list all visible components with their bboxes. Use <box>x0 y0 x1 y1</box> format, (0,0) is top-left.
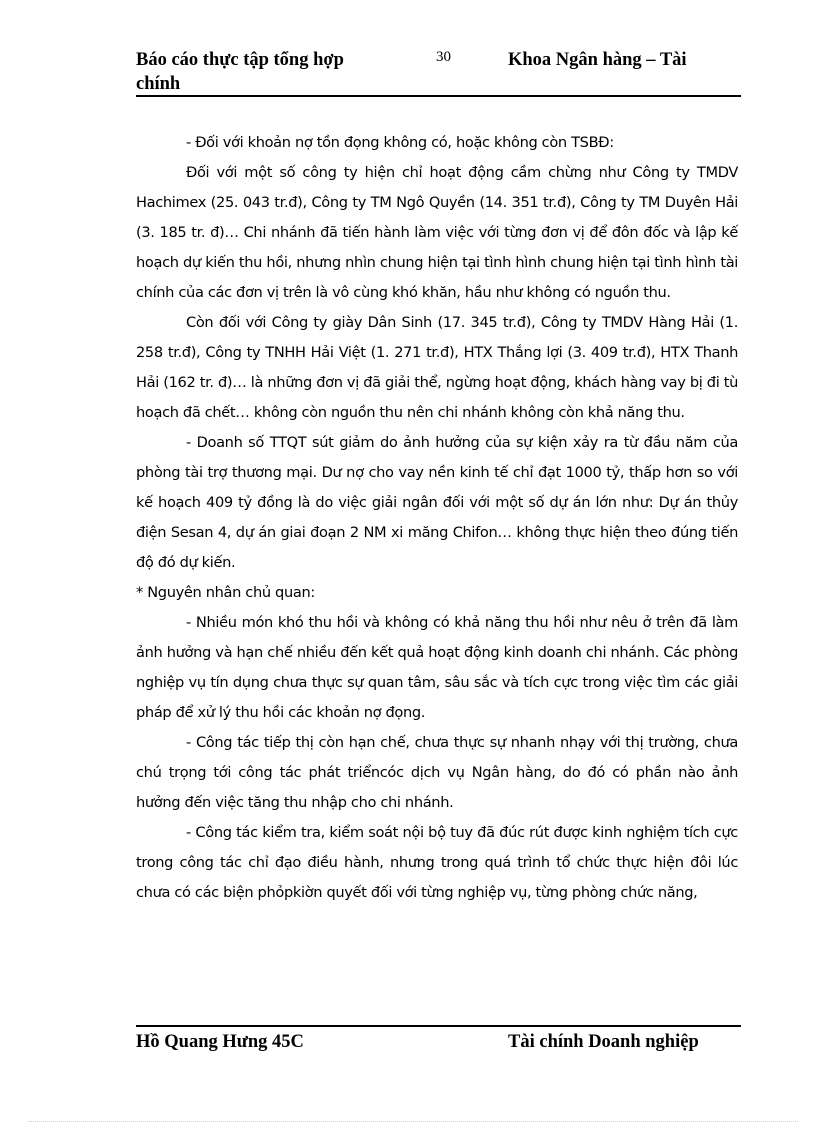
paragraph-limited-operation: Đối với một số công ty hiện chỉ hoạt động cầm chừng như Công ty TMDV Hachimex (25. 043 tr.đ), Công ty TM Ngô Quyền (14. 351 tr.đ), Công ty TM Duyên Hải (3. 185 tr. đ)… Chi nhánh đã tiến hành làm việc với từng đơn vị để đôn đốc và lập kế hoạch dự kiến thu hồi, nhưng nhìn chung hiện tại tình hình chung hiện tại tình hình tài chính của các đơn vị trên là vô cùng khó khăn, hầu như không có nguồn thu. <box>136 164 738 301</box>
paragraph-bad-debts: - Nhiều món khó thu hồi và không có khả năng thu hồi như nêu ở trên đã làm ảnh hưởng và hạn chế nhiều đến kết quả hoạt động kinh doanh chi nhánh. Các phòng nghiệp vụ tín dụng chưa thực sự quan tâm, sâu sắc và tích cực trong việc tìm các giải pháp để xử lý thu hồi các khoản nợ đọng. <box>136 614 738 721</box>
header-faculty: Khoa Ngân hàng – Tài <box>508 50 687 70</box>
paragraph-dissolved-units: Còn đối với Công ty giày Dân Sinh (17. 345 tr.đ), Công ty TMDV Hàng Hải (1. 258 tr.đ), Công ty TNHH Hải Việt (1. 271 tr.đ), HTX Thắng lợi (3. 409 tr.đ), HTX Thanh Hải (162 tr. đ)… là những đơn vị đã giải thể, ngừng hoạt động, khách hàng vay bị đi tù hoạch đã chết… không còn nguồn thu nên chi nhánh không còn khả năng thu. <box>136 314 738 421</box>
page-edge-divider <box>28 1121 798 1122</box>
paragraph-ttqt-decline: - Doanh số TTQT sút giảm do ảnh hưởng của sự kiện xảy ra từ đầu năm của phòng tài trợ thương mại. Dư nợ cho vay nền kinh tế chỉ đạt 1000 tỷ, thấp hơn so với kế hoạch 409 tỷ đồng là do việc giải ngân đối với một số dự án lớn như: Dự án thủy điện Sesan 4, dự án giai đoạn 2 NM xi măng Chifon… không thực hiện theo đúng tiến độ đó dự kiến. <box>136 434 738 571</box>
header-report-title: Báo cáo thực tập tổng hợp chính <box>136 50 344 94</box>
page-number: 30 <box>436 49 451 65</box>
document-body <box>136 128 738 908</box>
footer-author: Hồ Quang Hưng 45C <box>136 1032 304 1052</box>
paragraph-internal-control: - Công tác kiểm tra, kiểm soát nội bộ tuy đã đúc rút được kinh nghiệm tích cực trong công tác chỉ đạo điều hành, nhưng trong quá trình tổ chức thực hiện đôi lúc chưa có các biện phỏpkiờn quyết đối với từng nghiệp vụ, từng phòng chức năng, <box>136 824 738 901</box>
paragraph-marketing: - Công tác tiếp thị còn hạn chế, chưa thực sự nhanh nhạy với thị trường, chưa chú trọng tới công tác phát triểncóc dịch vụ Ngân hàng, do đó có phần nào ảnh hưởng đến việc tăng thu nhập cho chi nhánh. <box>136 734 738 811</box>
subheading-subjective-causes: * Nguyên nhân chủ quan: <box>136 584 315 601</box>
footer-major: Tài chính Doanh nghiệp <box>508 1032 699 1052</box>
header-divider <box>136 95 741 97</box>
footer-divider <box>136 1025 741 1027</box>
paragraph-no-collateral: - Đối với khoản nợ tồn đọng không có, hoặc không còn TSBĐ: <box>186 134 614 151</box>
